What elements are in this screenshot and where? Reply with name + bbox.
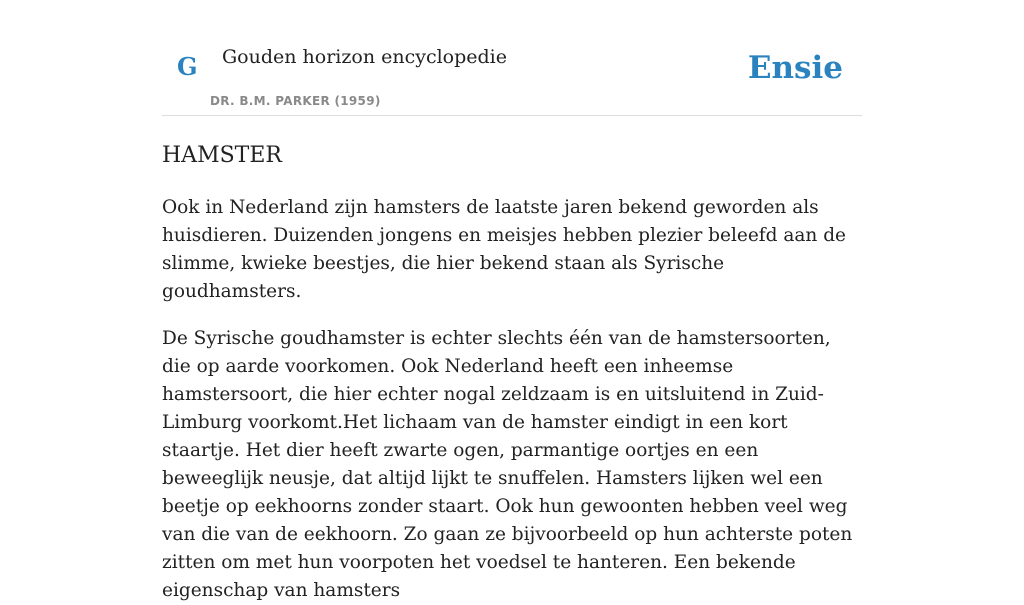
page-header [162, 0, 862, 116]
article-paragraph: Ook in Nederland zijn hamsters de laatste jaren bekend geworden als huisdieren. Duizenden jongens en meisjes hebben plezier beleefd aan de slimme, kwieke beestjes, die hier bekend staan als Syrische goudhamsters. [162, 197, 847, 303]
ensie-logo[interactable]: Ensie [747, 50, 843, 86]
book-logo-icon[interactable]: G [177, 52, 198, 81]
author-label: DR. B.M. PARKER (1959) [210, 94, 381, 108]
article-paragraph: De Syrische goudhamster is echter slechts één van de hamstersoorten, die op aarde voorkomen. Ook Nederland heeft een inheemse hamstersoort, die hier echter nogal zeldzaam is en uitsluitend in Zuid-Limburg voorkomt.Het lichaam van de hamster eindigt in een kort staartje. Het dier heeft zwarte ogen, parmantige oortjes en een beweeglijk neusje, dat altijd lijkt te snuffelen. Hamsters lijken wel een beetje op eekhoorns zonder staart. Ook hun gewoonten hebben veel weg van die van de eekhoorn. Zo gaan ze bijvoorbeeld op hun achterste poten zitten om met hun voorpoten het voedsel te hanteren. Een bekende eigenschap van hamsters [162, 328, 853, 602]
encyclopedia-page [162, 0, 862, 605]
article-title: HAMSTER [162, 143, 282, 168]
book-title-link[interactable]: Gouden horizon encyclopedie [222, 46, 507, 68]
